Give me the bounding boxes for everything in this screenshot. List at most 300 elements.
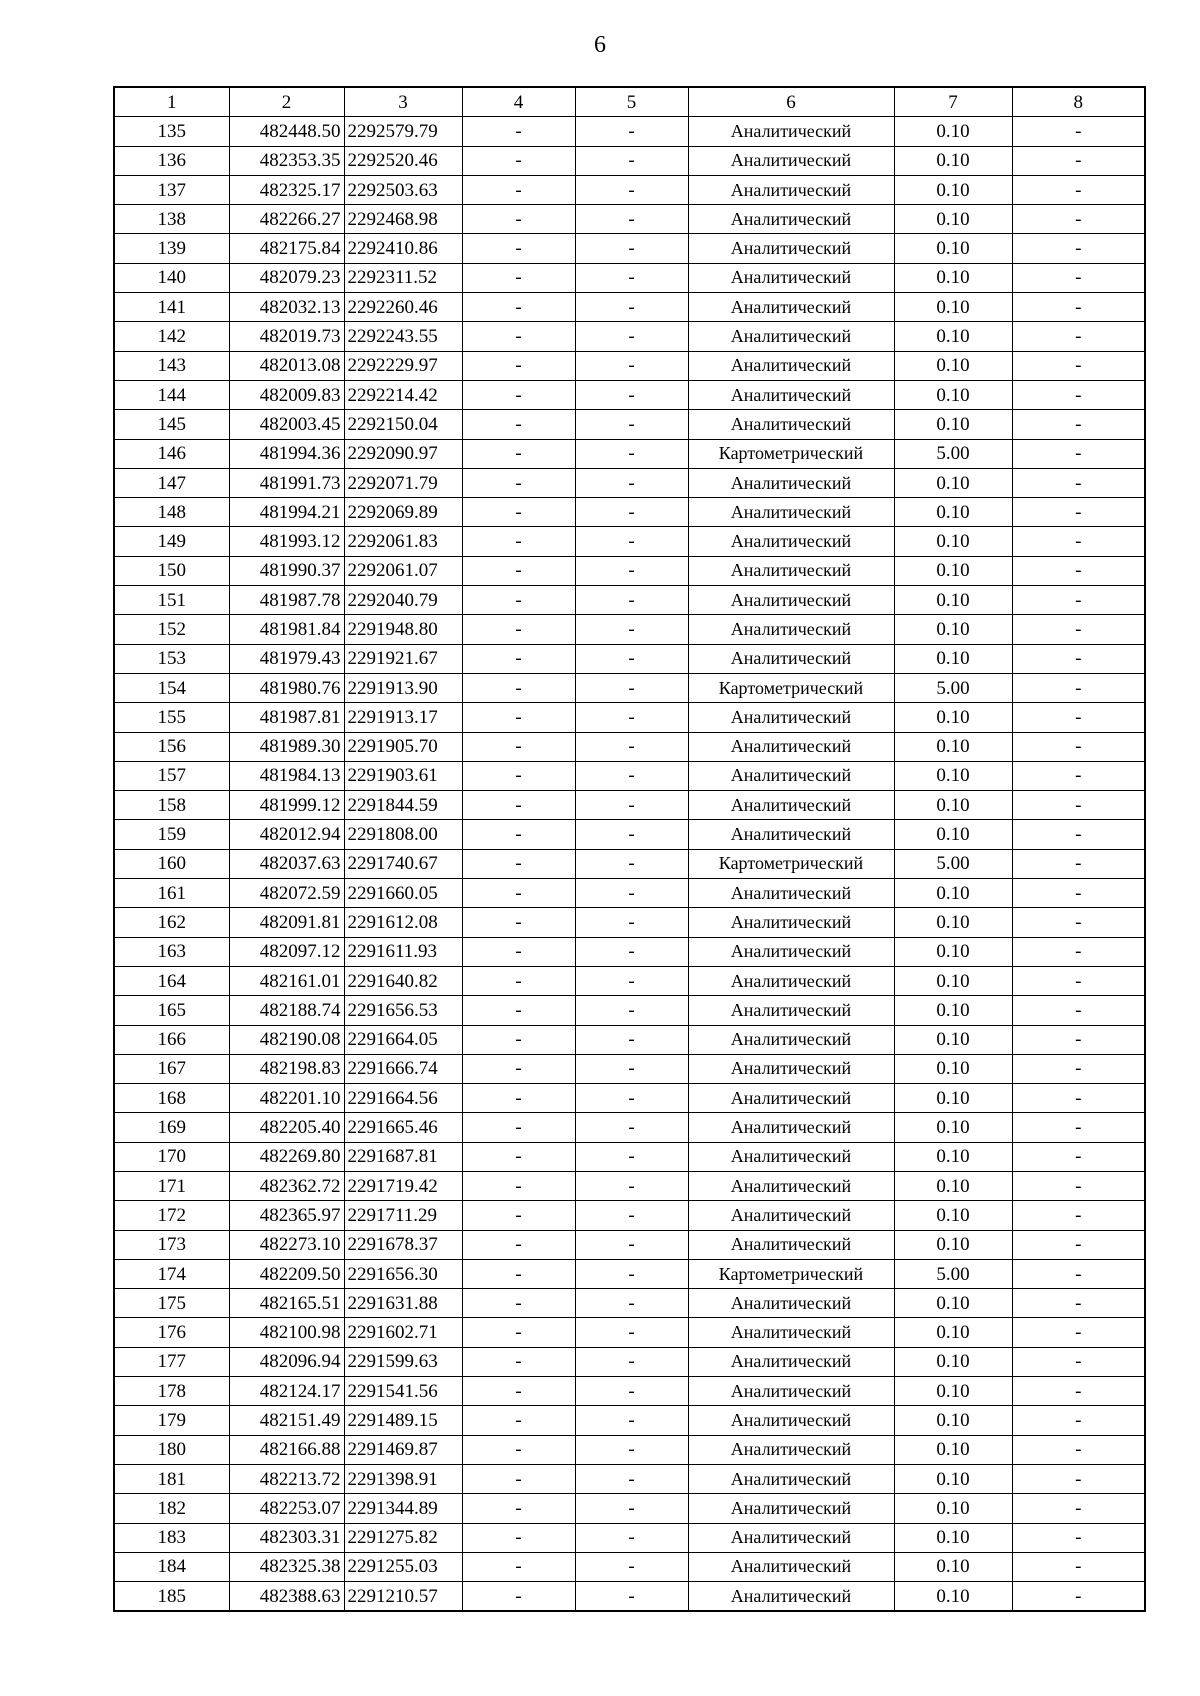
x-coordinate-cell: 482253.07	[229, 1494, 344, 1523]
method-cell: Аналитический	[688, 468, 894, 497]
col4-cell: -	[462, 263, 575, 292]
col8-cell: -	[1012, 1494, 1145, 1523]
col4-cell: -	[462, 644, 575, 673]
x-coordinate-cell: 482100.98	[229, 1318, 344, 1347]
col5-cell: -	[575, 1201, 688, 1230]
y-coordinate-cell: 2291664.56	[344, 1084, 462, 1113]
col8-cell: -	[1012, 205, 1145, 234]
col4-cell: -	[462, 1406, 575, 1435]
method-cell: Картометрический	[688, 439, 894, 468]
col4-cell: -	[462, 908, 575, 937]
col4-cell: -	[462, 1289, 575, 1318]
method-cell: Аналитический	[688, 586, 894, 615]
column-header: 2	[229, 87, 344, 117]
col5-cell: -	[575, 1289, 688, 1318]
col5-cell: -	[575, 117, 688, 146]
accuracy-cell: 0.10	[894, 761, 1012, 790]
col4-cell: -	[462, 322, 575, 351]
col4-cell: -	[462, 1025, 575, 1054]
col5-cell: -	[575, 1347, 688, 1376]
col4-cell: -	[462, 1084, 575, 1113]
x-coordinate-cell: 482269.80	[229, 1142, 344, 1171]
col4-cell: -	[462, 205, 575, 234]
table-row	[114, 498, 1145, 527]
col5-cell: -	[575, 263, 688, 292]
accuracy-cell: 0.10	[894, 615, 1012, 644]
accuracy-cell: 0.10	[894, 1113, 1012, 1142]
y-coordinate-cell: 2291255.03	[344, 1552, 462, 1581]
col8-cell: -	[1012, 703, 1145, 732]
x-coordinate-cell: 482273.10	[229, 1230, 344, 1259]
point-number-cell: 157	[114, 761, 229, 790]
table-row	[114, 117, 1145, 146]
accuracy-cell: 0.10	[894, 1054, 1012, 1083]
x-coordinate-cell: 481984.13	[229, 761, 344, 790]
col8-cell: -	[1012, 175, 1145, 204]
y-coordinate-cell: 2291640.82	[344, 966, 462, 995]
accuracy-cell: 5.00	[894, 439, 1012, 468]
col8-cell: -	[1012, 293, 1145, 322]
x-coordinate-cell: 482325.17	[229, 175, 344, 204]
col5-cell: -	[575, 351, 688, 380]
x-coordinate-cell: 481987.78	[229, 586, 344, 615]
table-row	[114, 1494, 1145, 1523]
y-coordinate-cell: 2291921.67	[344, 644, 462, 673]
method-cell: Аналитический	[688, 703, 894, 732]
col8-cell: -	[1012, 615, 1145, 644]
x-coordinate-cell: 481987.81	[229, 703, 344, 732]
method-cell: Аналитический	[688, 1230, 894, 1259]
accuracy-cell: 0.10	[894, 1435, 1012, 1464]
method-cell: Аналитический	[688, 1113, 894, 1142]
table-row	[114, 146, 1145, 175]
accuracy-cell: 0.10	[894, 1171, 1012, 1200]
x-coordinate-cell: 482266.27	[229, 205, 344, 234]
y-coordinate-cell: 2292579.79	[344, 117, 462, 146]
y-coordinate-cell: 2291602.71	[344, 1318, 462, 1347]
x-coordinate-cell: 482188.74	[229, 996, 344, 1025]
x-coordinate-cell: 482353.35	[229, 146, 344, 175]
col4-cell: -	[462, 586, 575, 615]
col8-cell: -	[1012, 1406, 1145, 1435]
x-coordinate-cell: 481993.12	[229, 527, 344, 556]
y-coordinate-cell: 2292229.97	[344, 351, 462, 380]
col5-cell: -	[575, 673, 688, 702]
method-cell: Картометрический	[688, 673, 894, 702]
table-row	[114, 1318, 1145, 1347]
table-row	[114, 1259, 1145, 1288]
method-cell: Аналитический	[688, 410, 894, 439]
accuracy-cell: 0.10	[894, 732, 1012, 761]
table-row	[114, 410, 1145, 439]
table-row	[114, 175, 1145, 204]
x-coordinate-cell: 482032.13	[229, 293, 344, 322]
point-number-cell: 178	[114, 1377, 229, 1406]
accuracy-cell: 0.10	[894, 908, 1012, 937]
point-number-cell: 142	[114, 322, 229, 351]
col8-cell: -	[1012, 1171, 1145, 1200]
col8-cell: -	[1012, 966, 1145, 995]
col4-cell: -	[462, 966, 575, 995]
col5-cell: -	[575, 791, 688, 820]
method-cell: Аналитический	[688, 1171, 894, 1200]
y-coordinate-cell: 2291489.15	[344, 1406, 462, 1435]
col5-cell: -	[575, 1084, 688, 1113]
y-coordinate-cell: 2291665.46	[344, 1113, 462, 1142]
accuracy-cell: 0.10	[894, 293, 1012, 322]
col5-cell: -	[575, 1025, 688, 1054]
y-coordinate-cell: 2291599.63	[344, 1347, 462, 1376]
col8-cell: -	[1012, 1201, 1145, 1230]
accuracy-cell: 0.10	[894, 879, 1012, 908]
col5-cell: -	[575, 849, 688, 878]
table-row	[114, 1289, 1145, 1318]
y-coordinate-cell: 2291541.56	[344, 1377, 462, 1406]
y-coordinate-cell: 2291611.93	[344, 937, 462, 966]
col5-cell: -	[575, 1494, 688, 1523]
table-row	[114, 1142, 1145, 1171]
col4-cell: -	[462, 1523, 575, 1552]
point-number-cell: 153	[114, 644, 229, 673]
x-coordinate-cell: 482012.94	[229, 820, 344, 849]
accuracy-cell: 0.10	[894, 1523, 1012, 1552]
accuracy-cell: 0.10	[894, 1142, 1012, 1171]
accuracy-cell: 0.10	[894, 556, 1012, 585]
col8-cell: -	[1012, 234, 1145, 263]
point-number-cell: 135	[114, 117, 229, 146]
point-number-cell: 136	[114, 146, 229, 175]
y-coordinate-cell: 2291275.82	[344, 1523, 462, 1552]
y-coordinate-cell: 2291656.30	[344, 1259, 462, 1288]
accuracy-cell: 5.00	[894, 1259, 1012, 1288]
col4-cell: -	[462, 380, 575, 409]
method-cell: Картометрический	[688, 1259, 894, 1288]
method-cell: Аналитический	[688, 1523, 894, 1552]
x-coordinate-cell: 481981.84	[229, 615, 344, 644]
col8-cell: -	[1012, 761, 1145, 790]
method-cell: Аналитический	[688, 175, 894, 204]
method-cell: Аналитический	[688, 1201, 894, 1230]
method-cell: Аналитический	[688, 908, 894, 937]
col5-cell: -	[575, 410, 688, 439]
col8-cell: -	[1012, 351, 1145, 380]
col8-cell: -	[1012, 1142, 1145, 1171]
col8-cell: -	[1012, 468, 1145, 497]
page-number: 6	[594, 32, 606, 58]
point-number-cell: 151	[114, 586, 229, 615]
point-number-cell: 181	[114, 1464, 229, 1493]
accuracy-cell: 0.10	[894, 205, 1012, 234]
table-row	[114, 293, 1145, 322]
point-number-cell: 148	[114, 498, 229, 527]
method-cell: Аналитический	[688, 322, 894, 351]
col5-cell: -	[575, 293, 688, 322]
col4-cell: -	[462, 1582, 575, 1612]
x-coordinate-cell: 482161.01	[229, 966, 344, 995]
accuracy-cell: 0.10	[894, 1406, 1012, 1435]
col4-cell: -	[462, 615, 575, 644]
col4-cell: -	[462, 1464, 575, 1493]
column-header: 7	[894, 87, 1012, 117]
col4-cell: -	[462, 1171, 575, 1200]
method-cell: Аналитический	[688, 644, 894, 673]
col5-cell: -	[575, 644, 688, 673]
col4-cell: -	[462, 498, 575, 527]
y-coordinate-cell: 2292061.83	[344, 527, 462, 556]
method-cell: Аналитический	[688, 293, 894, 322]
accuracy-cell: 0.10	[894, 117, 1012, 146]
column-header: 8	[1012, 87, 1145, 117]
point-number-cell: 182	[114, 1494, 229, 1523]
header-row	[114, 87, 1145, 117]
method-cell: Аналитический	[688, 1406, 894, 1435]
col5-cell: -	[575, 1113, 688, 1142]
point-number-cell: 166	[114, 1025, 229, 1054]
point-number-cell: 147	[114, 468, 229, 497]
x-coordinate-cell: 481994.21	[229, 498, 344, 527]
y-coordinate-cell: 2291660.05	[344, 879, 462, 908]
table-row	[114, 468, 1145, 497]
point-number-cell: 176	[114, 1318, 229, 1347]
method-cell: Аналитический	[688, 263, 894, 292]
col8-cell: -	[1012, 849, 1145, 878]
table-row	[114, 205, 1145, 234]
column-header: 6	[688, 87, 894, 117]
method-cell: Аналитический	[688, 761, 894, 790]
point-number-cell: 177	[114, 1347, 229, 1376]
col4-cell: -	[462, 703, 575, 732]
method-cell: Аналитический	[688, 1464, 894, 1493]
point-number-cell: 183	[114, 1523, 229, 1552]
method-cell: Аналитический	[688, 527, 894, 556]
col5-cell: -	[575, 908, 688, 937]
y-coordinate-cell: 2291808.00	[344, 820, 462, 849]
x-coordinate-cell: 482091.81	[229, 908, 344, 937]
point-number-cell: 172	[114, 1201, 229, 1230]
y-coordinate-cell: 2292090.97	[344, 439, 462, 468]
col4-cell: -	[462, 410, 575, 439]
col5-cell: -	[575, 1259, 688, 1288]
x-coordinate-cell: 482096.94	[229, 1347, 344, 1376]
accuracy-cell: 0.10	[894, 937, 1012, 966]
col5-cell: -	[575, 1552, 688, 1581]
y-coordinate-cell: 2291612.08	[344, 908, 462, 937]
method-cell: Аналитический	[688, 1377, 894, 1406]
col8-cell: -	[1012, 996, 1145, 1025]
point-number-cell: 152	[114, 615, 229, 644]
col4-cell: -	[462, 1142, 575, 1171]
col4-cell: -	[462, 996, 575, 1025]
col4-cell: -	[462, 117, 575, 146]
col8-cell: -	[1012, 498, 1145, 527]
column-header: 1	[114, 87, 229, 117]
col5-cell: -	[575, 1230, 688, 1259]
y-coordinate-cell: 2291678.37	[344, 1230, 462, 1259]
point-number-cell: 149	[114, 527, 229, 556]
point-number-cell: 163	[114, 937, 229, 966]
accuracy-cell: 0.10	[894, 1230, 1012, 1259]
y-coordinate-cell: 2291844.59	[344, 791, 462, 820]
col8-cell: -	[1012, 937, 1145, 966]
method-cell: Аналитический	[688, 879, 894, 908]
x-coordinate-cell: 482037.63	[229, 849, 344, 878]
col4-cell: -	[462, 351, 575, 380]
method-cell: Аналитический	[688, 937, 894, 966]
col4-cell: -	[462, 234, 575, 263]
table-row	[114, 1347, 1145, 1376]
col4-cell: -	[462, 1552, 575, 1581]
col8-cell: -	[1012, 263, 1145, 292]
col4-cell: -	[462, 527, 575, 556]
table-row	[114, 1406, 1145, 1435]
coordinates-table	[113, 86, 1146, 1612]
x-coordinate-cell: 482013.08	[229, 351, 344, 380]
col8-cell: -	[1012, 1377, 1145, 1406]
method-cell: Аналитический	[688, 1142, 894, 1171]
col8-cell: -	[1012, 791, 1145, 820]
table-row	[114, 1464, 1145, 1493]
col8-cell: -	[1012, 908, 1145, 937]
col4-cell: -	[462, 1259, 575, 1288]
table-row	[114, 1113, 1145, 1142]
method-cell: Аналитический	[688, 205, 894, 234]
col5-cell: -	[575, 586, 688, 615]
x-coordinate-cell: 482124.17	[229, 1377, 344, 1406]
table-row	[114, 820, 1145, 849]
col8-cell: -	[1012, 732, 1145, 761]
col8-cell: -	[1012, 146, 1145, 175]
col8-cell: -	[1012, 1318, 1145, 1347]
col5-cell: -	[575, 703, 688, 732]
y-coordinate-cell: 2291631.88	[344, 1289, 462, 1318]
col5-cell: -	[575, 1582, 688, 1612]
accuracy-cell: 0.10	[894, 234, 1012, 263]
accuracy-cell: 0.10	[894, 146, 1012, 175]
col4-cell: -	[462, 879, 575, 908]
x-coordinate-cell: 482079.23	[229, 263, 344, 292]
table-row	[114, 1552, 1145, 1581]
y-coordinate-cell: 2291740.67	[344, 849, 462, 878]
col8-cell: -	[1012, 1435, 1145, 1464]
col4-cell: -	[462, 1435, 575, 1464]
x-coordinate-cell: 482198.83	[229, 1054, 344, 1083]
col5-cell: -	[575, 937, 688, 966]
col8-cell: -	[1012, 586, 1145, 615]
table-row	[114, 966, 1145, 995]
table-row	[114, 644, 1145, 673]
col5-cell: -	[575, 761, 688, 790]
table-row	[114, 380, 1145, 409]
point-number-cell: 139	[114, 234, 229, 263]
point-number-cell: 184	[114, 1552, 229, 1581]
col4-cell: -	[462, 556, 575, 585]
table-row	[114, 556, 1145, 585]
accuracy-cell: 0.10	[894, 1318, 1012, 1347]
accuracy-cell: 0.10	[894, 410, 1012, 439]
col8-cell: -	[1012, 380, 1145, 409]
point-number-cell: 171	[114, 1171, 229, 1200]
y-coordinate-cell: 2292520.46	[344, 146, 462, 175]
x-coordinate-cell: 481979.43	[229, 644, 344, 673]
col4-cell: -	[462, 1318, 575, 1347]
method-cell: Аналитический	[688, 996, 894, 1025]
table-row	[114, 1230, 1145, 1259]
method-cell: Аналитический	[688, 1025, 894, 1054]
col5-cell: -	[575, 1142, 688, 1171]
accuracy-cell: 0.10	[894, 1201, 1012, 1230]
table-row	[114, 322, 1145, 351]
point-number-cell: 143	[114, 351, 229, 380]
accuracy-cell: 0.10	[894, 263, 1012, 292]
col8-cell: -	[1012, 644, 1145, 673]
col5-cell: -	[575, 820, 688, 849]
x-coordinate-cell: 482175.84	[229, 234, 344, 263]
col5-cell: -	[575, 322, 688, 351]
table-row	[114, 439, 1145, 468]
col8-cell: -	[1012, 1113, 1145, 1142]
accuracy-cell: 0.10	[894, 468, 1012, 497]
point-number-cell: 168	[114, 1084, 229, 1113]
x-coordinate-cell: 482190.08	[229, 1025, 344, 1054]
point-number-cell: 162	[114, 908, 229, 937]
x-coordinate-cell: 482325.38	[229, 1552, 344, 1581]
col4-cell: -	[462, 1054, 575, 1083]
point-number-cell: 165	[114, 996, 229, 1025]
accuracy-cell: 0.10	[894, 1084, 1012, 1113]
x-coordinate-cell: 481990.37	[229, 556, 344, 585]
col4-cell: -	[462, 146, 575, 175]
accuracy-cell: 0.10	[894, 1552, 1012, 1581]
point-number-cell: 140	[114, 263, 229, 292]
y-coordinate-cell: 2291948.80	[344, 615, 462, 644]
point-number-cell: 145	[114, 410, 229, 439]
col8-cell: -	[1012, 527, 1145, 556]
y-coordinate-cell: 2292311.52	[344, 263, 462, 292]
point-number-cell: 170	[114, 1142, 229, 1171]
y-coordinate-cell: 2291666.74	[344, 1054, 462, 1083]
method-cell: Аналитический	[688, 380, 894, 409]
point-number-cell: 154	[114, 673, 229, 702]
col4-cell: -	[462, 937, 575, 966]
accuracy-cell: 0.10	[894, 322, 1012, 351]
y-coordinate-cell: 2292214.42	[344, 380, 462, 409]
method-cell: Аналитический	[688, 1318, 894, 1347]
y-coordinate-cell: 2291344.89	[344, 1494, 462, 1523]
accuracy-cell: 0.10	[894, 527, 1012, 556]
accuracy-cell: 0.10	[894, 966, 1012, 995]
col8-cell: -	[1012, 117, 1145, 146]
col8-cell: -	[1012, 1464, 1145, 1493]
point-number-cell: 141	[114, 293, 229, 322]
col4-cell: -	[462, 1494, 575, 1523]
col5-cell: -	[575, 1171, 688, 1200]
col5-cell: -	[575, 1318, 688, 1347]
point-number-cell: 161	[114, 879, 229, 908]
point-number-cell: 175	[114, 1289, 229, 1318]
x-coordinate-cell: 481980.76	[229, 673, 344, 702]
accuracy-cell: 5.00	[894, 673, 1012, 702]
point-number-cell: 185	[114, 1582, 229, 1612]
y-coordinate-cell: 2292260.46	[344, 293, 462, 322]
table-row	[114, 703, 1145, 732]
point-number-cell: 146	[114, 439, 229, 468]
method-cell: Аналитический	[688, 820, 894, 849]
accuracy-cell: 0.10	[894, 498, 1012, 527]
point-number-cell: 160	[114, 849, 229, 878]
x-coordinate-cell: 482009.83	[229, 380, 344, 409]
col8-cell: -	[1012, 1523, 1145, 1552]
col5-cell: -	[575, 879, 688, 908]
